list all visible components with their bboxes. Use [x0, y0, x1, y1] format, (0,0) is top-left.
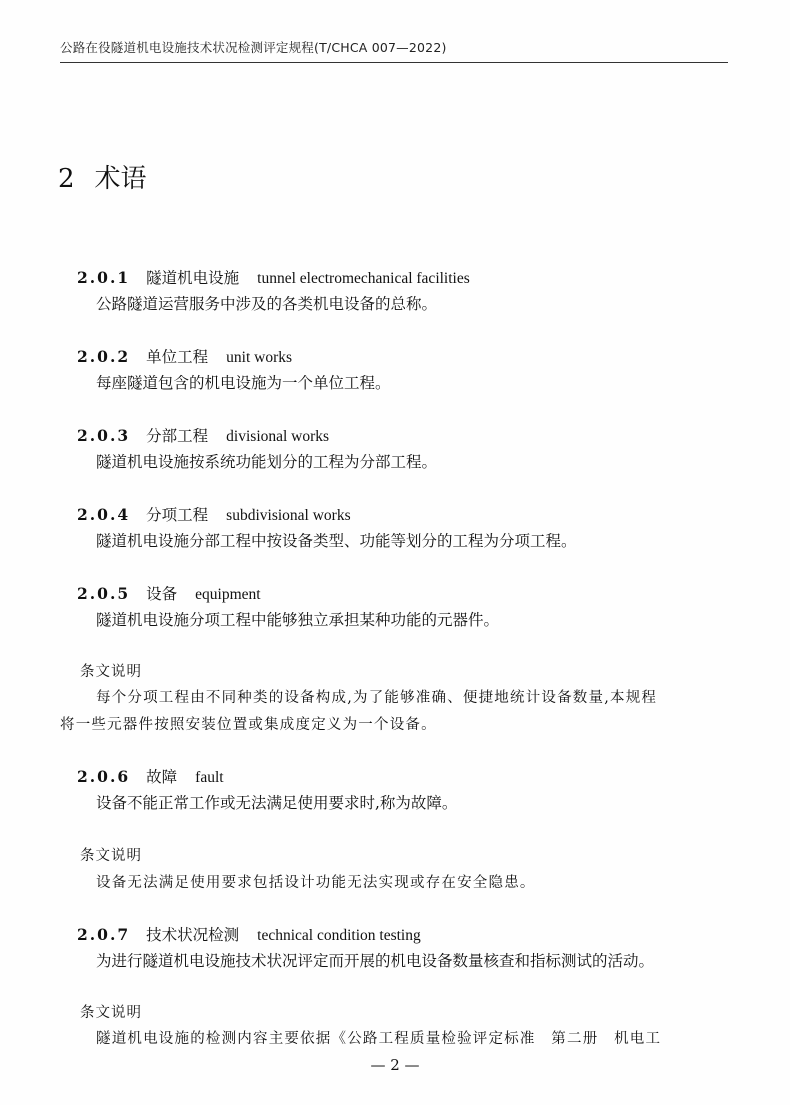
term-en: subdivisional works: [226, 507, 351, 524]
commentary-line: 将一些元器件按照安装位置或集成度定义为一个设备。: [60, 717, 437, 733]
commentary-line: 每个分项工程由不同种类的设备构成,为了能够准确、便捷地统计设备数量,本规程: [96, 690, 658, 706]
term-heading: [77, 424, 329, 446]
term-en: fault: [195, 769, 224, 786]
term-definition: 公路隧道运营服务中涉及的各类机电设备的总称。: [96, 295, 438, 313]
running-header: 公路在役隧道机电设施技术状况检测评定规程(T/CHCA 007—2022): [60, 40, 447, 55]
term-definition: 设备不能正常工作或无法满足使用要求时,称为故障。: [96, 794, 458, 812]
term-heading: [77, 345, 292, 367]
term-heading: [77, 266, 470, 288]
term-heading: [77, 503, 351, 525]
term-definition: 隧道机电设施分部工程中按设备类型、功能等划分的工程为分项工程。: [96, 532, 577, 550]
term-heading: [77, 923, 421, 945]
term-zh: 隧道机电设施: [146, 269, 240, 287]
term-zh: 设备: [146, 585, 178, 603]
term-zh: 技术状况检测: [146, 926, 240, 944]
chapter-title: [58, 158, 147, 195]
term-definition: 隧道机电设施按系统功能划分的工程为分部工程。: [96, 453, 438, 471]
term-number: 2.0.7: [77, 925, 131, 944]
chapter-number: 2: [58, 164, 75, 194]
term-en: unit works: [226, 349, 293, 366]
term-zh: 分部工程: [146, 427, 209, 445]
term-en: divisional works: [226, 428, 330, 445]
term-en: technical condition testing: [257, 927, 421, 944]
commentary-line: 设备无法满足使用要求包括设计功能无法实现或存在安全隐患。: [96, 875, 536, 891]
term-definition: 为进行隧道机电设施技术状况评定而开展的机电设备数量核查和指标测试的活动。: [96, 952, 655, 970]
term-en: equipment: [195, 586, 261, 603]
commentary-heading: 条文说明: [80, 1005, 142, 1021]
term-number: 2.0.1: [77, 268, 131, 287]
term-number: 2.0.5: [77, 584, 131, 603]
term-zh: 单位工程: [146, 348, 209, 366]
chapter-name: 术语: [94, 164, 147, 194]
term-number: 2.0.4: [77, 505, 131, 524]
commentary-line: 隧道机电设施的检测内容主要依据《公路工程质量检验评定标准 第二册 机电工: [96, 1031, 662, 1047]
commentary-heading: 条文说明: [80, 848, 142, 864]
page-number: — 2 —: [370, 1056, 420, 1074]
term-number: 2.0.2: [77, 347, 131, 366]
term-definition: 隧道机电设施分项工程中能够独立承担某种功能的元器件。: [96, 611, 500, 629]
commentary-heading: 条文说明: [80, 664, 142, 680]
term-number: 2.0.3: [77, 426, 131, 445]
term-number: 2.0.6: [77, 767, 131, 786]
term-zh: 故障: [146, 768, 178, 786]
header-rule: [60, 62, 728, 63]
term-heading: [77, 765, 224, 787]
term-heading: [77, 582, 261, 604]
term-zh: 分项工程: [146, 506, 209, 524]
term-en: tunnel electromechanical facilities: [257, 270, 470, 287]
term-definition: 每座隧道包含的机电设施为一个单位工程。: [96, 374, 391, 392]
